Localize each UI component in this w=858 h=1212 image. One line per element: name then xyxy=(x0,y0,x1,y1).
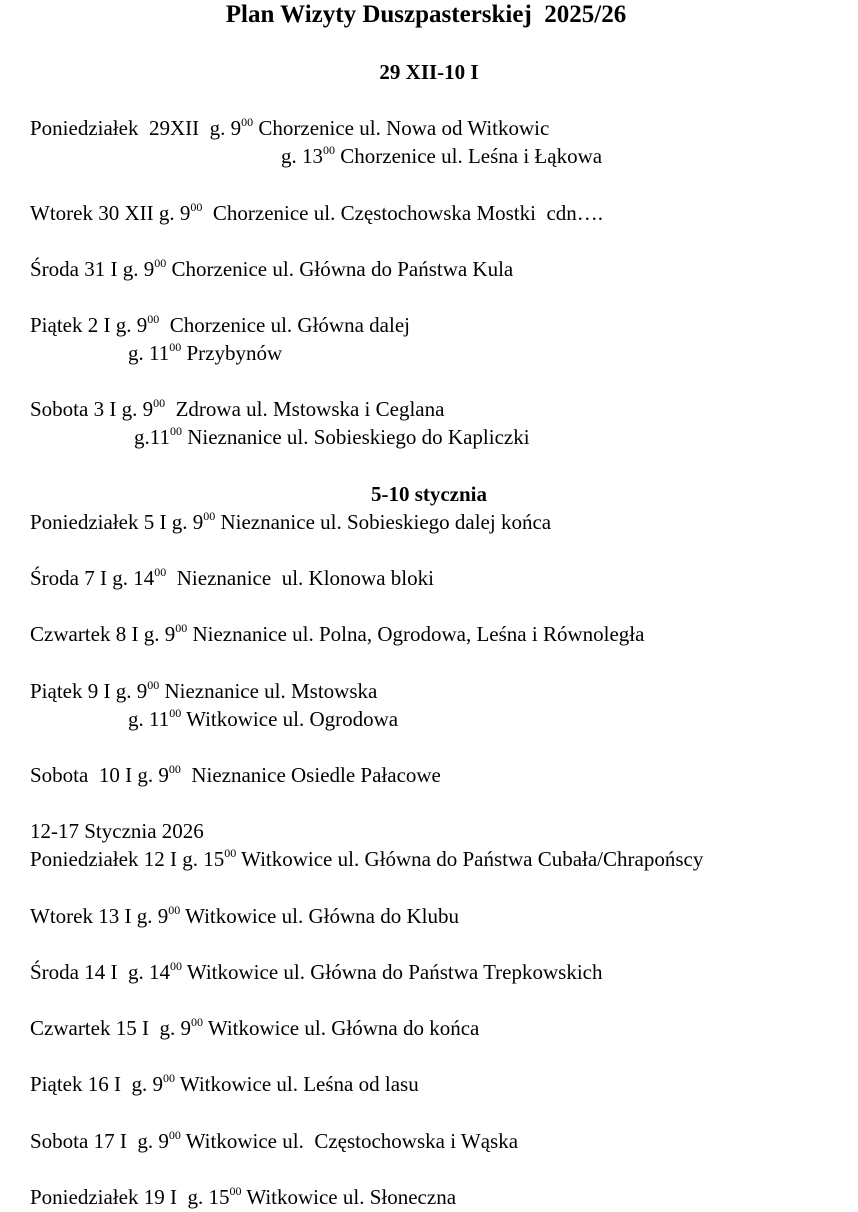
schedule-entry-extra xyxy=(134,425,530,449)
entry-place: Nieznanice ul. Mstowska xyxy=(159,679,378,703)
entry-day: Środa 7 I g. 14 xyxy=(30,566,155,590)
entry-place: Chorzenice ul. Główna do Państwa Kula xyxy=(166,257,514,281)
entry-place: Witkowice ul. Główna do Państwa Trepkowskich xyxy=(182,960,603,984)
entry-place: Witkowice ul. Leśna od lasu xyxy=(174,1072,419,1096)
entry-time-minutes: 00 xyxy=(162,1071,175,1085)
entry-time: g. 11 xyxy=(128,707,170,731)
schedule-entry xyxy=(30,679,377,703)
entry-place: Chorzenice ul. Nowa od Witkowic xyxy=(253,116,550,140)
entry-time-minutes: 00 xyxy=(147,678,160,692)
entry-time-minutes: 00 xyxy=(229,1184,242,1198)
entry-time-minutes: 00 xyxy=(154,565,167,579)
entry-time-minutes: 00 xyxy=(224,846,237,860)
entry-place: Nieznanice ul. Sobieskiego do Kapliczki xyxy=(181,425,530,449)
schedule-entry xyxy=(30,510,551,534)
schedule-entry xyxy=(30,1129,518,1153)
entry-day: Czwartek 15 I g. 9 xyxy=(30,1016,191,1040)
entry-place: Witkowice ul. Główna do końca xyxy=(202,1016,480,1040)
entry-time-minutes: 00 xyxy=(169,340,182,354)
entry-time-minutes: 00 xyxy=(170,959,182,973)
entry-time-minutes: 00 xyxy=(168,762,181,776)
schedule-entry xyxy=(30,904,459,928)
entry-place: Zdrowa ul. Mstowska i Ceglana xyxy=(165,397,445,421)
entry-day: Sobota 10 I g. 9 xyxy=(30,763,169,787)
entry-place: Witkowice ul. Główna do Klubu xyxy=(180,904,459,928)
entry-day: Piątek 16 I g. 9 xyxy=(30,1072,163,1096)
schedule-entry xyxy=(30,960,603,984)
entry-day: Wtorek 13 I g. 9 xyxy=(30,904,169,928)
entry-time: g.11 xyxy=(134,425,170,449)
entry-time-minutes: 00 xyxy=(175,621,188,635)
entry-place: Chorzenice ul. Częstochowska Mostki cdn…. xyxy=(202,201,604,225)
schedule-entry xyxy=(30,847,703,871)
entry-time-minutes: 00 xyxy=(241,115,254,129)
entry-day: Poniedziałek 5 I g. 9 xyxy=(30,510,204,534)
entry-day: Sobota 17 I g. 9 xyxy=(30,1129,169,1153)
entry-day: Poniedziałek 29XII g. 9 xyxy=(30,116,242,140)
entry-place: Nieznanice ul. Klonowa bloki xyxy=(166,566,434,590)
entry-day: Piątek 2 I g. 9 xyxy=(30,313,148,337)
entry-place: Witkowice ul. Słoneczna xyxy=(241,1185,457,1209)
entry-time-minutes: 00 xyxy=(190,1015,203,1029)
entry-place: Nieznanice ul. Sobieskiego dalej końca xyxy=(215,510,552,534)
entry-place: Witkowice ul. Główna do Państwa Cubała/Chrapońscy xyxy=(236,847,704,871)
entry-time: g. 13 xyxy=(281,144,323,168)
section-heading: 29 XII-10 I xyxy=(379,60,479,84)
schedule-entry-extra xyxy=(128,341,282,365)
schedule-entry xyxy=(30,257,513,281)
entry-place: Przybynów xyxy=(181,341,283,365)
schedule-entry xyxy=(30,1016,479,1040)
entry-day: Środa 31 I g. 9 xyxy=(30,257,155,281)
schedule-entry xyxy=(30,763,441,787)
schedule-entry xyxy=(30,201,603,225)
entry-day: Czwartek 8 I g. 9 xyxy=(30,622,176,646)
entry-place: Nieznanice ul. Polna, Ogrodowa, Leśna i Równoległa xyxy=(187,622,645,646)
entry-time: g. 11 xyxy=(128,341,170,365)
schedule-entry xyxy=(30,566,434,590)
entry-time-minutes: 00 xyxy=(147,312,160,326)
entry-time-minutes: 00 xyxy=(169,424,182,438)
entry-day: Środa 14 I g. 14 xyxy=(30,960,170,984)
entry-place: Witkowice ul. Ogrodowa xyxy=(181,707,399,731)
entry-place: Nieznanice Osiedle Pałacowe xyxy=(180,763,441,787)
schedule-entry xyxy=(30,1072,419,1096)
entry-place: Chorzenice ul. Leśna i Łąkowa xyxy=(335,144,603,168)
entry-day: Piątek 9 I g. 9 xyxy=(30,679,148,703)
document-title: Plan Wizyty Duszpasterskiej 2025/26 xyxy=(225,1,627,28)
entry-day: Poniedziałek 12 I g. 15 xyxy=(30,847,225,871)
entry-place: Witkowice ul. Częstochowska i Wąska xyxy=(180,1129,519,1153)
section-heading: 5-10 stycznia xyxy=(370,482,488,506)
entry-time-minutes: 00 xyxy=(153,396,166,410)
entry-day: Sobota 3 I g. 9 xyxy=(30,397,154,421)
schedule-entry xyxy=(30,397,444,421)
schedule-entry xyxy=(30,313,410,337)
entry-day: Poniedziałek 19 I g. 15 xyxy=(30,1185,230,1209)
entry-time-minutes: 00 xyxy=(168,1128,181,1142)
entry-place: Chorzenice ul. Główna dalej xyxy=(159,313,410,337)
entry-day: Wtorek 30 XII g. 9 xyxy=(30,201,191,225)
entry-time-minutes: 00 xyxy=(169,706,182,720)
entry-time-minutes: 00 xyxy=(190,200,203,214)
entry-time-minutes: 00 xyxy=(154,256,167,270)
schedule-entry xyxy=(30,116,549,140)
schedule-entry-extra xyxy=(128,707,398,731)
section-heading: 12-17 Stycznia 2026 xyxy=(30,819,204,843)
schedule-entry-extra xyxy=(281,144,602,168)
schedule-entry xyxy=(30,1185,456,1209)
schedule-entry xyxy=(30,622,644,646)
entry-time-minutes: 00 xyxy=(323,143,335,157)
entry-time-minutes: 00 xyxy=(203,509,216,523)
entry-time-minutes: 00 xyxy=(168,903,181,917)
